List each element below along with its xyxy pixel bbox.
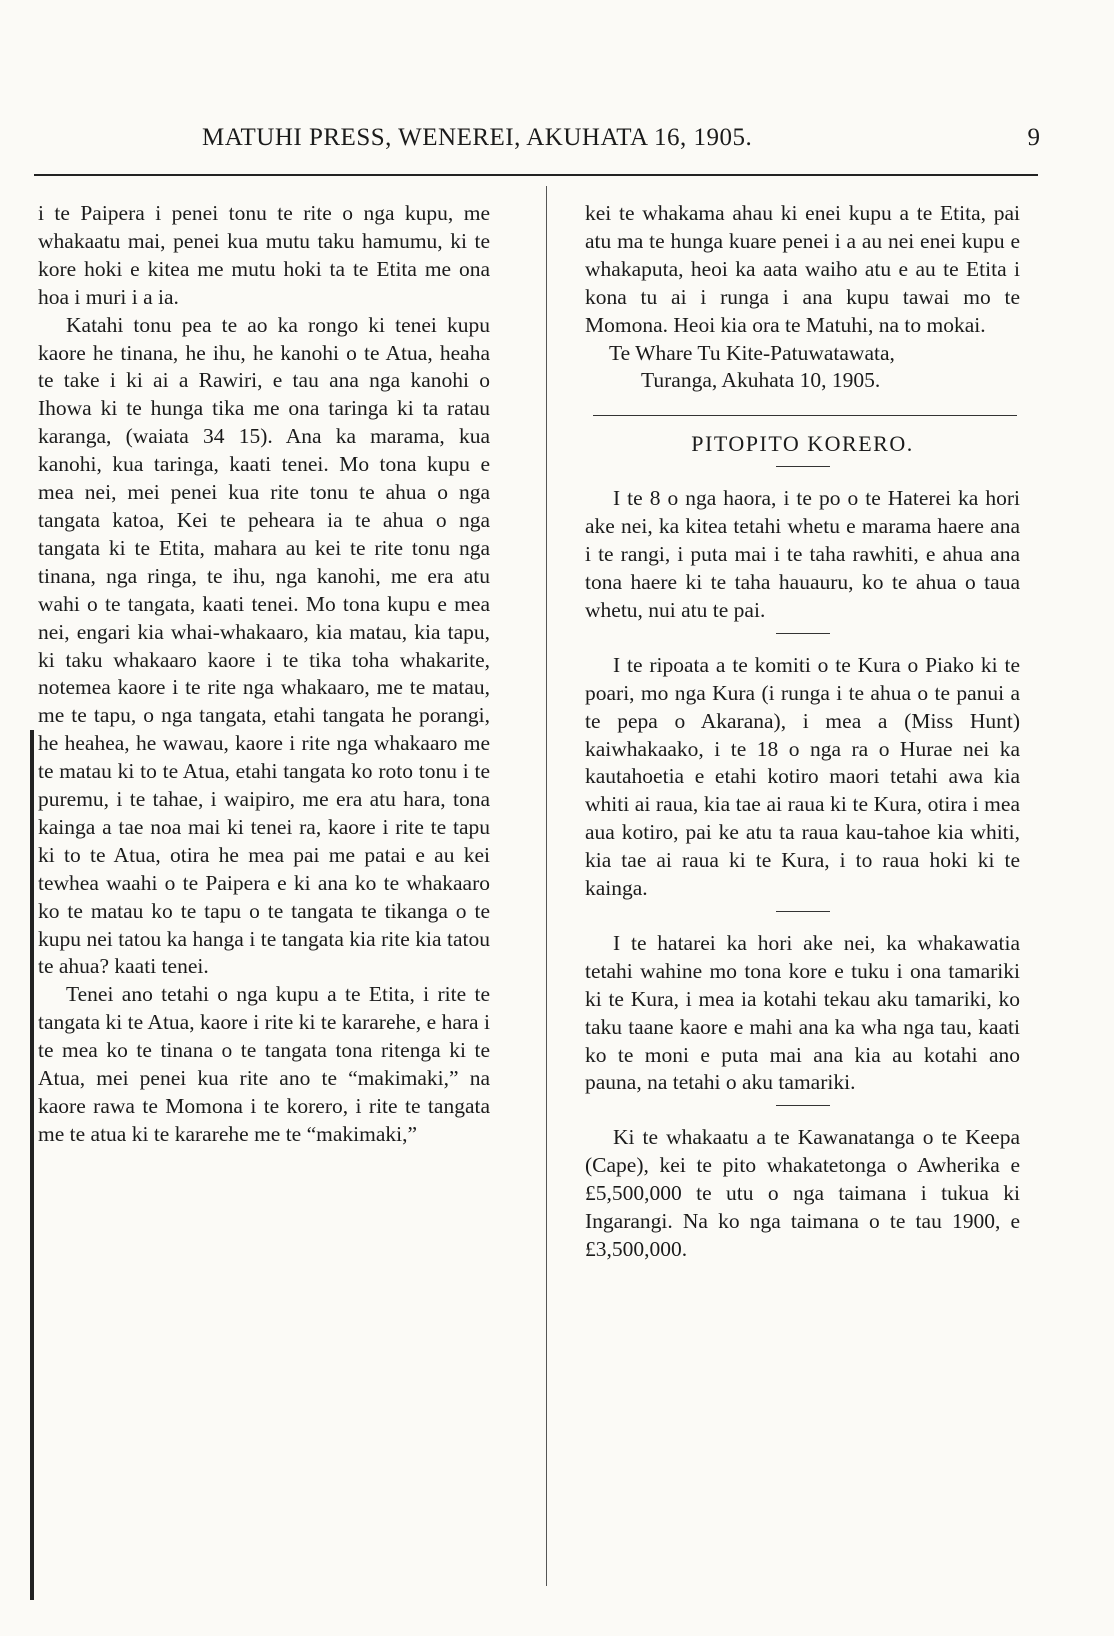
section-rule (593, 415, 1017, 416)
signature-date: Turanga, Akuhata 10, 1905. (641, 368, 881, 393)
news-item: I te hatarei ka hori ake nei, ka whakawatia tetahi wahine mo tona kore e tuku i ona tamariki ki te Kura, i mea ia kotahi tekau aku tamariki, ko taku taane kaore e mahi ana ka wha nga tau, kaati ko te moni e puta mai ana kia au kotahi ano pauna, na tetahi o aku tamariki. (585, 930, 1020, 1095)
article-paragraph: Tenei ano tetahi o nga kupu a te Etita, i rite te tangata ki te Atua, kaore i rite ki te kararehe, e hara i te mea ko te tinana o te tangata tona ritenga ki te Atua, mei penei kua rite ano te “makimaki,” na kaore rawa te Momona i te korero, i rite te tangata me te atua ki te kararehe me te “makimaki,” (38, 982, 490, 1146)
news-divider (776, 1105, 830, 1106)
letter-closing-paragraph: kei te whakama ahau ki enei kupu a te Etita, pai atu ma te hunga kuare penei i a au nei enei kupu e whakaputa, heoi ka aata waiho atu e au te Etita i kona tu ai i runga i ana kupu tawai mo te Momona. Heoi kia ora te Matuhi, na to mokai. (585, 201, 1020, 337)
left-column (38, 200, 490, 1149)
continued-paragraph: i te Paipera i penei tonu te rite o nga kupu, me whakaatu mai, penei kua mutu taku hamumu, ki te kore hoki e kitea me mutu hoki ta te Etita me ona hoa i muri i a ia. (38, 201, 490, 309)
news-divider (776, 633, 830, 634)
signature-line: Te Whare Tu Kite-Patuwatawata, (609, 340, 895, 365)
header-rule (34, 174, 1038, 176)
page-header (30, 124, 1040, 160)
news-item: I te 8 o nga haora, i te po o te Haterei ka hori ake nei, ka kitea tetahi whetu e marama haere ana i te rangi, i puta mai i te taha rawhiti, e ahua ana tona haere ki te taha hauauru, ko te ahua o taua whetu, nui atu te pai. (585, 486, 1020, 622)
news-item: Ki te whakaatu a te Kawanatanga o te Keepa (Cape), kei te pito whakatetonga o Awherika e £5,500,000 te utu o nga taimana i tukua ki Ingarangi. Na ko nga taimana o te tau 1900, e £3,500,000. (585, 1125, 1020, 1261)
section-title: PITOPITO KORERO. (691, 431, 914, 457)
newspaper-title: MATUHI PRESS, WENEREI, AKUHATA 16, 1905. (202, 124, 753, 151)
article-paragraph: Katahi tonu pea te ao ka rongo ki tenei kupu kaore he tinana, he ihu, he kanohi o te Atua, heaha te take i ki ai a Rawiri, e tau ana nga kanohi o Ihowa ki te hunga tika me ona taringa ki ta ratau karanga, (waiata 34 15). Ana ka marama, kua kanohi, kua taringa, kaati tenei. Mo tona kupu e mea nei, mei penei kua rite tonu te ahua o nga tangata katoa, Kei te peheara ia te ahua o nga tangata ki te Etita, mahara au kei te rite tonu nga tinana, nga ringa, te ihu, nga kanohi, me era atu wahi o te tangata, kaati tenei. Mo tona kupu e mea nei, engari kia whai-whakaaro, kia matau, kia tapu, ki taku whakaaro kaore i te tika toha whakarite, notemea kaore i te rite nga whakaaro, me te matau, me te tapu, o nga tangata, etahi tangata he porangi, he heahea, he wawau, kaore i rite nga whakaaro me te matau ki to te Atua, etahi tangata ko roto tonu i te puremu, i te tahae, i waipiro, me era atu hara, tona kainga a tae noa mai ki tenei ra, kaore i rite te tapu ki to te Atua, otira he mea pai me patai e au kei tewhea waahi o te Paipera e ki ana ko te whakaaro ko te matau ko te tapu o te tangata te tikanga o te kupu nei tatou ka hanga i te tangata kia rite kia tatou te ahua? kaati tenei. (38, 312, 490, 979)
page-number: 9 (1027, 124, 1040, 151)
news-item: I te ripoata a te komiti o te Kura o Piako ki te poari, mo nga Kura (i runga i te ahua o te panui a te pepa o Akarana), i mea a (Miss Hunt) kaiwhakaako, i te 18 o nga ra o Hurae nei ka kautahoetia e etahi kotiro maori tetahi awa kia whiti ai raua, kia tae ai raua ki te Kura, otira i mea aua kotiro, pai ke atu ta raua kau-tahoe kia whiti, kia tae ai raua ki te Kura, i to raua hoki ki te kainga. (585, 652, 1020, 901)
right-column (585, 200, 1020, 1264)
section-divider (776, 466, 830, 467)
column-divider (546, 186, 547, 1586)
binding-edge (30, 730, 34, 1600)
news-divider (776, 911, 830, 912)
